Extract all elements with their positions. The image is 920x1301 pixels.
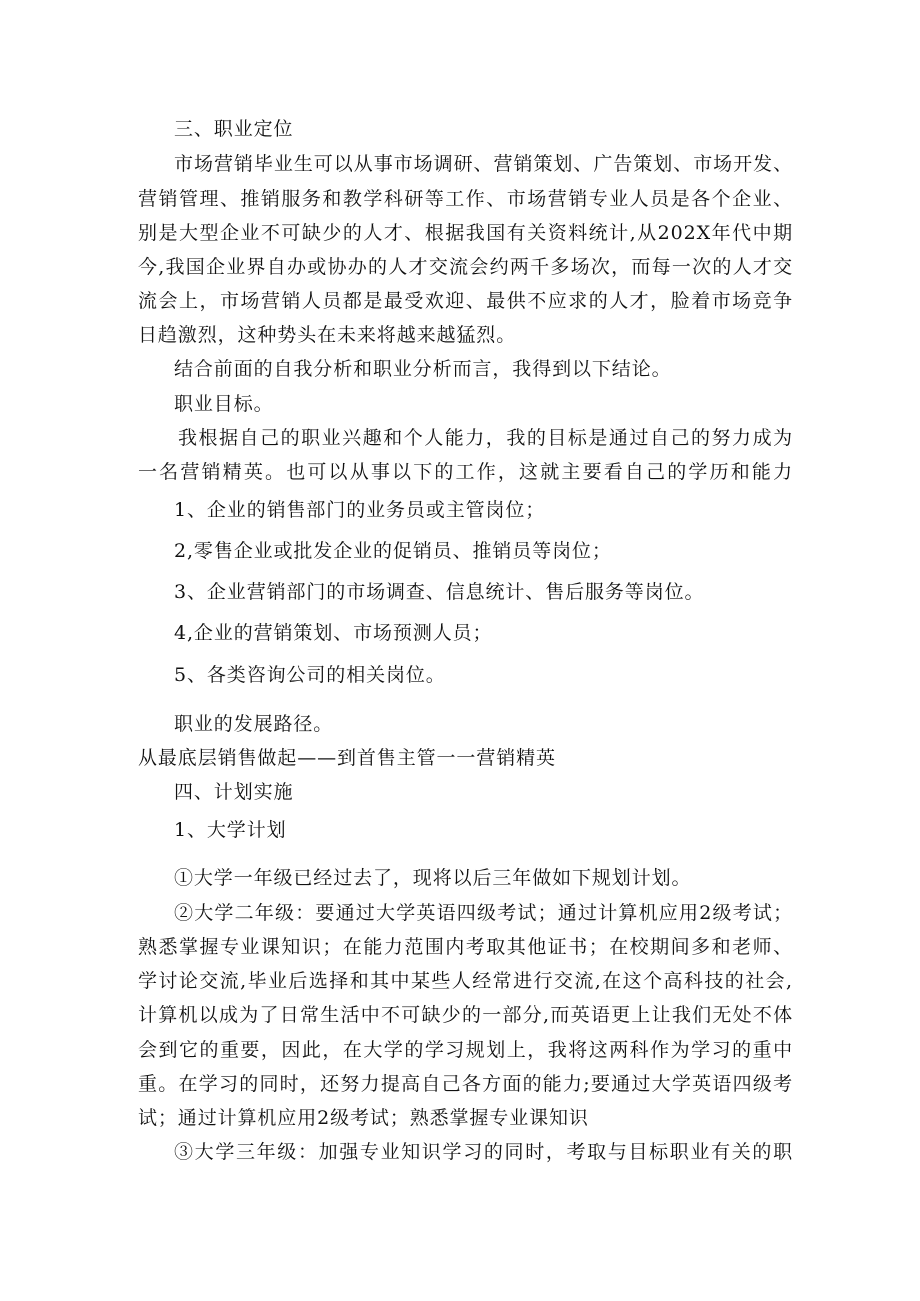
heading-plan: 四、计划实施 — [174, 781, 294, 803]
year2-line-4: 计算机以成为了日常生活中不可缺少的一部分,而英语更上让我们无处不体 — [138, 1004, 793, 1026]
job-item-4: 4,企业的营销策划、市场预测人员； — [174, 622, 493, 644]
year2-line-2: 熟悉掌握专业课知识；在能力范围内考取其他证书；在校期间多和老师、 — [138, 936, 793, 958]
year3-text: ③大学三年级：加强专业知识学习的同时，考取与目标职业有关的职 — [174, 1141, 793, 1163]
year2-line-7: 试；通过计算机应用2级考试；熟悉掌握专业课知识 — [138, 1107, 589, 1129]
para1-line-3: 别是大型企业不可缺少的人才、根据我国有关资料统计,从202X年代中期 — [138, 222, 793, 244]
year2-line-6: 重。在学习的同时，还努力提高自己各方面的能力;要通过大学英语四级考 — [138, 1073, 793, 1095]
para1-line-4: 今,我国企业界自办或协办的人才交流会约两千多场次，而每一次的人才交 — [138, 256, 793, 278]
conclusion-text: 结合前面的自我分析和职业分析而言，我得到以下结论。 — [174, 358, 672, 380]
job-item-3: 3、企业营销部门的市场调查、信息统计、售后服务等岗位。 — [174, 581, 705, 603]
para1-line-2: 营销管理、推销服务和教学科研等工作、市场营销专业人员是各个企业、 — [138, 188, 793, 210]
year2-line-1: ②大学二年级：要通过大学英语四级考试；通过计算机应用2级考试； — [174, 902, 793, 924]
heading-career-positioning: 三、职业定位 — [174, 118, 294, 140]
job-item-1: 1、企业的销售部门的业务员或主管岗位； — [174, 499, 546, 521]
job-item-2: 2,零售企业或批发企业的促销员、推销员等岗位； — [174, 540, 612, 562]
career-goal-heading: 职业目标。 — [174, 393, 274, 415]
university-plan-heading: 1、大学计划 — [174, 819, 287, 841]
job-item-5: 5、各类咨询公司的相关岗位。 — [174, 664, 446, 686]
year2-line-5: 会到它的重要，因此，在大学的学习规划上，我将这两科作为学习的重中 — [138, 1039, 793, 1061]
para2-line-1: 我根据自己的职业兴趣和个人能力，我的目标是通过自己的努力成为 — [178, 427, 793, 449]
path-heading: 职业的发展路径。 — [174, 713, 334, 735]
para2-line-2: 一名营销精英。也可以从事以下的工作，这就主要看自己的学历和能力 — [138, 461, 793, 483]
para1-line-1: 市场营销毕业生可以从事市场调研、营销策划、广告策划、市场开发、 — [174, 153, 793, 175]
year1-text: ①大学一年级已经过去了，现将以后三年做如下规划计划。 — [174, 867, 692, 889]
para1-line-6: 日趋激烈，这种势头在未来将越来越猛烈。 — [138, 324, 517, 346]
para1-line-5: 流会上，市场营销人员都是最受欢迎、最供不应求的人才，脸着市场竞争 — [138, 290, 793, 312]
year2-line-3: 学讨论交流,毕业后选择和其中某些人经常进行交流,在这个高科技的社会, — [138, 970, 793, 992]
path-text: 从最底层销售做起——到首售主管一一营销精英 — [138, 747, 556, 769]
